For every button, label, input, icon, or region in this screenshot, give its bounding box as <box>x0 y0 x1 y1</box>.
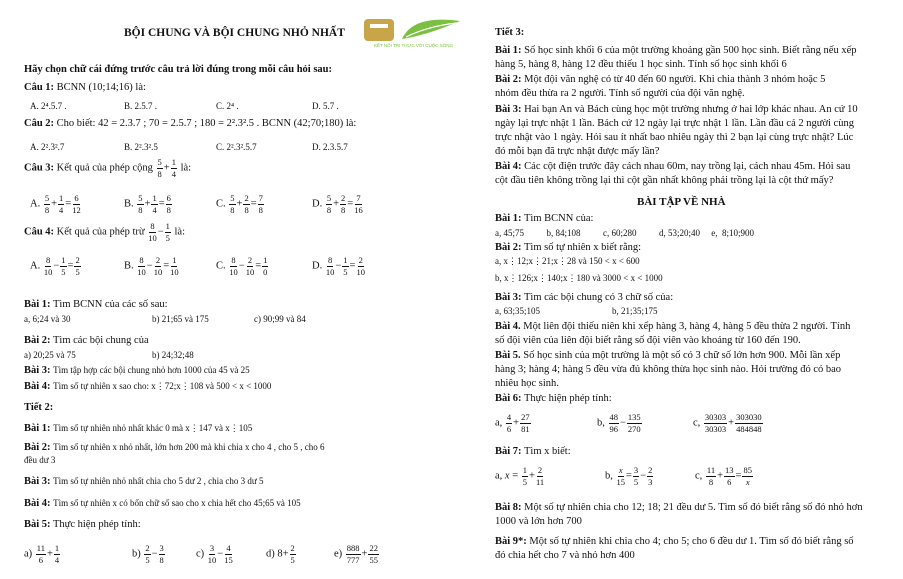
t2b1-text: Tìm số tự nhiên nhỏ nhất khác 0 mà x⋮147 và x⋮105 <box>53 423 253 433</box>
h-exercise-1 <box>495 212 593 226</box>
exercise-2 <box>24 334 149 348</box>
q1-option-a: A. 2⁴.5.7 . <box>30 101 67 111</box>
logo-text: KẾT NỐI TRI THỨC VỚI CUỘC SỐNG <box>374 43 453 48</box>
q2-option-a: A. 2².3².7 <box>30 142 65 152</box>
q3-text: Kết quả của phép cộng <box>56 162 153 174</box>
r-exercise-3-line-1 <box>495 103 858 117</box>
bai1-label: Bài 1: <box>24 299 51 310</box>
instruction: Hãy chọn chữ cái đứng trước câu trả lời đúng trong mỗi câu hỏi sau: <box>24 64 333 75</box>
homework-heading: BÀI TẬP VỀ NHÀ <box>637 196 726 208</box>
q2-option-d: D. 2.3.5.7 <box>312 142 348 152</box>
t2b3-label: Bài 3: <box>24 476 51 487</box>
h2-a: a, x⋮12;x⋮21;x⋮28 và 150 < x < 600 <box>495 256 640 266</box>
r-b3-l2: ngày lại trực nhật 1 lần. Bách cứ 12 ngày lại trực nhật 1 lần. Lần đầu cả 2 người cùng <box>495 118 854 129</box>
r-b3-label: Bài 3: <box>495 104 522 115</box>
h-exercise-8-line-1 <box>495 501 863 515</box>
t2b4-text: Tìm số tự nhiên x có bốn chữ số sao cho x chia hết cho 45;65 và 105 <box>53 498 301 508</box>
r-b3-l3: trực nhật vào 1 ngày. Hỏi sau ít nhất bao nhiêu ngày thì 2 bạn lại cùng trực nhật? Lúc <box>495 132 854 143</box>
t2b2-label: Bài 2: <box>24 442 51 453</box>
t2-exercise-3 <box>24 475 264 489</box>
h2-b: b, x⋮126;x⋮140;x⋮180 và 3000 < x < 1000 <box>495 273 663 283</box>
h9-l2: đó chia hết cho 7 và nhỏ hơn 400 <box>495 550 635 561</box>
r-exercise-1-line-1 <box>495 44 857 58</box>
h7-c: c, $\frac{11}{8}$ + $\frac{13}{6}$ = $\frac{85}{x}$ <box>695 465 752 487</box>
q3-option-b: B. $\frac{5}{8}$ + $\frac{1}{4}$ = $\frac{6}{8}$ <box>124 193 171 215</box>
bai2-label: Bài 2: <box>24 335 51 346</box>
bai4-text: Tìm số tự nhiên x sao cho: x⋮72;x⋮108 và 500 < x < 1000 <box>53 381 272 391</box>
t2-exercise-1 <box>24 422 252 436</box>
q1-label: Câu 1: <box>24 82 55 93</box>
r-b3-l1: Hai bạn An và Bách cùng học một trường nhưng ở hai lớp khác nhau. An cứ 10 <box>524 104 858 115</box>
q4-label: Câu 4: <box>24 226 55 238</box>
h7-label: Bài 7: <box>495 446 522 457</box>
q3-option-a: A. $\frac{5}{8}$ + $\frac{1}{4}$ = $\frac{6}{12}$ <box>30 193 81 215</box>
q2-label: Câu 2: <box>24 118 55 129</box>
h3-text: Tìm các bội chung có 3 chữ số của: <box>523 292 674 303</box>
fraction: $\frac{1}{5}$ <box>165 221 170 243</box>
h7-b: b, $\frac{x}{15}$ = $\frac{3}{5}$ − $\frac{2}{3}$ <box>605 465 653 487</box>
t2b5-c: c) $\frac{3}{10}$ − $\frac{4}{15}$ <box>196 543 233 565</box>
h8-l1: Một số tự nhiên chia cho 12; 18; 21 đều dư 5. Tìm số đó biết rằng số đó nhỏ hơn <box>524 502 863 513</box>
h1-text: Tìm BCNN của: <box>523 213 594 224</box>
h7-a: a, x = $\frac{1}{5}$ + $\frac{2}{11}$ <box>495 465 545 487</box>
r-b2-l1: Một đội văn nghệ có từ 40 đến 60 người. Khi chia thành 3 nhóm hoặc 5 <box>524 74 826 85</box>
r-exercise-4-line-1 <box>495 160 850 174</box>
t2b5-label: Bài 5: <box>24 519 51 530</box>
q3-label: Câu 3: <box>24 162 55 174</box>
h1-label: Bài 1: <box>495 213 522 224</box>
h5-label: Bài 5. <box>495 350 521 361</box>
q3-option-c: C. $\frac{5}{8}$ + $\frac{2}{8}$ = $\frac{7}{8}$ <box>216 193 263 215</box>
h5-l1: Số học sinh của một trường là một số có 3 chữ số lớn hơn 900. Mỗi lần xếp <box>523 350 841 361</box>
exercise-1 <box>24 298 168 312</box>
q1-text: BCNN (10;14;16) là: <box>56 82 146 93</box>
r-b3-l4: đó mỗi bạn đã trực nhật được mấy lần? <box>495 146 660 157</box>
bai2-text: Tìm các bội chung của <box>52 335 149 346</box>
bai3-text: Tìm tập hợp các bội chung nhỏ hơn 1000 của 45 và 25 <box>53 365 250 375</box>
h6-label: Bài 6: <box>495 393 522 404</box>
h3-label: Bài 3: <box>495 292 522 303</box>
publisher-logo <box>362 17 465 53</box>
h-exercise-9-line-1 <box>495 535 854 549</box>
h9-label: Bài 9*: <box>495 536 527 547</box>
question-4: Câu 4: Kết quả của phép trừ $\frac{8}{10}$ − $\frac{1}{5}$ là: <box>24 221 186 243</box>
h6-b: b, $\frac{48}{96}$ − $\frac{135}{270}$ <box>597 412 641 434</box>
h9-l1: Một số tự nhiên khi chia cho 4; cho 5; cho 6 đều dư 1. Tìm số đó biết rằng số <box>529 536 854 547</box>
h4-l1: Một liên đội thiếu niên khi xếp hàng 3, hàng 4, hàng 5 đều thừa 2 người. Tính <box>523 321 851 332</box>
q3-option-d: D. $\frac{5}{8}$ + $\frac{2}{8}$ = $\frac{7}{16}$ <box>312 193 363 215</box>
question-2 <box>24 117 356 131</box>
h6-c: c, $\frac{30303}{30303}$ + $\frac{303030}{484848}$ <box>693 412 762 434</box>
bai1-c: c) 90;99 và 84 <box>254 314 306 324</box>
q4-option-b: B. $\frac{8}{10}$ − $\frac{2}{10}$ = $\frac{1}{10}$ <box>124 255 179 277</box>
t2-exercise-5 <box>24 518 141 532</box>
q4-tail: là: <box>174 226 186 238</box>
r-b4-l2: cột đầu tiên không trồng lại thì cột gần nhất không phải trồng lại là cột thứ mấy? <box>495 175 834 186</box>
q2-option-b: B. 2².3².5 <box>124 142 158 152</box>
h-exercise-2 <box>495 241 641 255</box>
r-b1-l1: Số học sinh khối 6 của một trường khoảng gần 500 học sinh. Biết rằng nếu xếp <box>524 45 857 56</box>
t2-exercise-4 <box>24 497 301 511</box>
page-title: BỘI CHUNG VÀ BỘI CHUNG NHỎ NHẤT <box>124 27 345 39</box>
q3-tail: là: <box>180 162 192 174</box>
r-b4-label: Bài 4: <box>495 161 522 172</box>
r-b1-l2: hàng 5, hàng 8, hàng 12 đều thiếu 1 học sinh. Tính số học sinh khối 6 <box>495 59 787 70</box>
h2-label: Bài 2: <box>495 242 522 253</box>
q2-text: Cho biết: 42 = 2.3.7 ; 70 = 2.5.7 ; 180 = 2².3².5 . BCNN (42;70;180) là: <box>56 118 357 129</box>
q1-option-b: B. 2.5.7 . <box>124 101 158 111</box>
h-exercise-7 <box>495 445 571 459</box>
r-b4-l1: Các cột điện trước đây cách nhau 60m, nay trồng lại, cách nhau 45m. Hỏi sau <box>524 161 851 172</box>
bai1-text: Tìm BCNN của các số sau: <box>52 299 168 310</box>
t2b5-d: d) 8+ $\frac{2}{5}$ <box>266 543 295 565</box>
t2b5-e: e) $\frac{888}{777}$ + $\frac{22}{55}$ <box>334 543 378 565</box>
bai2-a: a) 20;25 và 75 <box>24 350 76 360</box>
question-1 <box>24 81 146 95</box>
t2b4-label: Bài 4: <box>24 498 51 509</box>
h1-items: a, 45;75 b, 84;108 c, 60;280 d, 53;20;40 e, 8;10;900 <box>495 228 754 238</box>
exercise-3 <box>24 364 250 378</box>
t2b2-continuation: đều dư 3 <box>24 455 56 465</box>
h3-items: a, 63;35;105 b, 21;35;175 <box>495 306 658 316</box>
h2-text: Tìm số tự nhiên x biết rằng: <box>523 242 642 253</box>
q4-option-c: C. $\frac{8}{10}$ − $\frac{2}{10}$ = $\frac{1}{0}$ <box>216 255 268 277</box>
fraction: $\frac{1}{4}$ <box>171 157 176 179</box>
h-exercise-3 <box>495 291 673 305</box>
bai4-label: Bài 4: <box>24 381 51 392</box>
h5-l3: nhiêu học sinh. <box>495 378 559 389</box>
exercise-4 <box>24 380 271 394</box>
section-tiet-3: Tiết 3: <box>495 27 525 38</box>
h4-l2: số đội viên của liên đội biết rằng số đội viên vào khoảng từ 160 đến 190. <box>495 335 801 346</box>
h6-text: Thực hiện phép tính: <box>523 393 612 404</box>
q4-option-d: D. $\frac{8}{10}$ − $\frac{1}{5}$ = $\frac{2}{10}$ <box>312 255 365 277</box>
bai1-a: a, 6;24 và 30 <box>24 314 71 324</box>
r-exercise-2-line-1 <box>495 73 825 87</box>
r-b2-l2: nhóm đều thừa ra 2 người. Tính số người của đội văn nghệ. <box>495 88 745 99</box>
t2b5-text: Thực hiện phép tính: <box>52 519 141 530</box>
section-tiet-2: Tiết 2: <box>24 402 54 413</box>
h-exercise-6 <box>495 392 612 406</box>
h5-l2: hàng 3; hàng 4; hàng 5 đều vừa đủ không thừa học sinh nào. Hỏi trường đó có bao <box>495 364 842 375</box>
h-exercise-5-line-1 <box>495 349 840 363</box>
t2b3-text: Tìm số tự nhiên nhỏ nhất chia cho 5 dư 2 , chia cho 3 dư 5 <box>53 476 264 486</box>
h8-label: Bài 8: <box>495 502 522 513</box>
bai2-b: b) 24;32;48 <box>152 350 194 360</box>
t2b1-label: Bài 1: <box>24 423 51 434</box>
t2b5-a: a) $\frac{11}{6}$ + $\frac{1}{4}$ <box>24 543 60 565</box>
bai3-label: Bài 3: <box>24 365 51 376</box>
h7-text: Tìm x biết: <box>523 446 571 457</box>
r-b1-label: Bài 1: <box>495 45 522 56</box>
h4-label: Bài 4. <box>495 321 521 332</box>
h6-a: a, $\frac{4}{6}$ + $\frac{27}{81}$ <box>495 412 530 434</box>
q1-option-d: D. 5.7 . <box>312 101 339 111</box>
q4-option-a: A. $\frac{8}{10}$ − $\frac{1}{5}$ = $\frac{2}{5}$ <box>30 255 80 277</box>
q1-option-c: C. 2⁴ . <box>216 101 239 111</box>
r-b2-label: Bài 2: <box>495 74 522 85</box>
q4-text: Kết quả của phép trừ <box>56 226 145 238</box>
fraction: $\frac{5}{8}$ <box>157 157 162 179</box>
t2-exercise-2 <box>24 441 325 455</box>
question-3: Câu 3: Kết quả của phép cộng $\frac{5}{8}$ + $\frac{1}{4}$ là: <box>24 157 192 179</box>
t2b5-b: b) $\frac{2}{5}$ − $\frac{3}{8}$ <box>132 543 164 565</box>
fraction: $\frac{8}{10}$ <box>148 221 157 243</box>
h-exercise-4-line-1 <box>495 320 850 334</box>
t2b2-text: Tìm số tự nhiên x nhỏ nhất, lớn hơn 200 mà khi chia x cho 4 , cho 5 , cho 6 <box>53 442 325 452</box>
bai1-b: b) 21;65 và 175 <box>152 314 209 324</box>
q2-option-c: C. 2².3².5.7 <box>216 142 257 152</box>
h8-l2: 1000 và lớn hơn 700 <box>495 516 582 527</box>
